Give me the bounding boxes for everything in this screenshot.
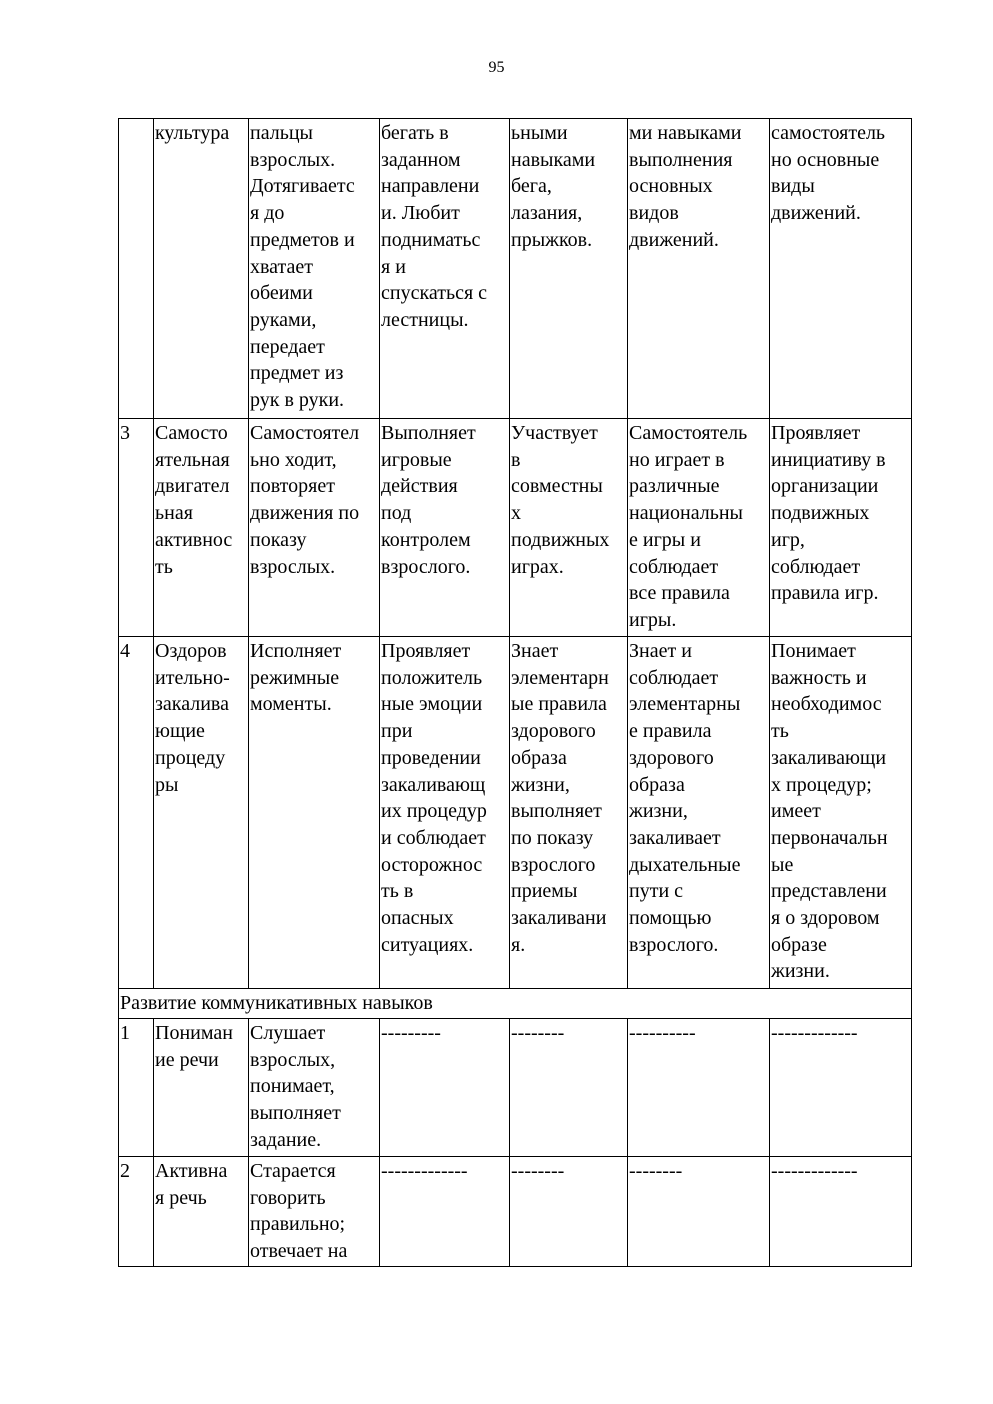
page-number: 95 [488, 59, 505, 76]
section-row [119, 989, 912, 1019]
section-title: Развитие коммуникативных навыков [119, 989, 912, 1019]
table-cell: пальцы взрослых. Дотягиваетс я до предметов и хватает обеими руками, передает предмет из рук в руки. [249, 119, 380, 419]
table-cell: Выполняет игровые действия под контролем взрослого. [380, 419, 510, 637]
table-cell: ьными навыками бега, лазания, прыжков. [510, 119, 628, 419]
table-cell: ------------- [380, 1157, 510, 1267]
table-cell: ------------- [770, 1019, 912, 1157]
table-cell: --------- [380, 1019, 510, 1157]
indicator-name: Самосто ятельная двигател ьная активнос ть [154, 419, 249, 637]
table-cell: Понимает важность и необходимос ть закаливающи х процедур; имеет первоначальн ые представлени я о здоровом образе жизни. [770, 637, 912, 989]
indicator-name: Пониман ие речи [154, 1019, 249, 1157]
table-cell: ------------- [770, 1157, 912, 1267]
table-cell: Участвует в совместны х подвижных играх. [510, 419, 628, 637]
table-cell: ми навыками выполнения основных видов движений. [628, 119, 770, 419]
table-cell: Самостоятел ьно ходит, повторяет движения по показу взрослых. [249, 419, 380, 637]
table-cell: -------- [510, 1157, 628, 1267]
table-cell: Старается говорить правильно; отвечает на [249, 1157, 380, 1267]
table-cell: Проявляет положитель ные эмоции при проведении закаливающ их процедур и соблюдает осторожнос ть в опасных ситуациях. [380, 637, 510, 989]
table-row [119, 419, 912, 637]
row-number: 1 [119, 1019, 154, 1157]
table-cell: Знает элементарн ые правила здорового образа жизни, выполняет по показу взрослого приемы закаливани я. [510, 637, 628, 989]
table-cell: самостоятель но основные виды движений. [770, 119, 912, 419]
row-number: 3 [119, 419, 154, 637]
table-row [119, 119, 912, 419]
table-cell: -------- [510, 1019, 628, 1157]
indicator-name: Оздоров ительно- закалива ющие процеду ры [154, 637, 249, 989]
table-cell: бегать в заданном направлени и. Любит подниматьс я и спускаться с лестницы. [380, 119, 510, 419]
table-cell: Проявляет инициативу в организации подвижных игр, соблюдает правила игр. [770, 419, 912, 637]
development-table [118, 118, 912, 1267]
table-cell: ---------- [628, 1019, 770, 1157]
table-cell: Знает и соблюдает элементарны е правила здорового образа жизни, закаливает дыхательные пути с помощью взрослого. [628, 637, 770, 989]
table-cell: Исполняет режимные моменты. [249, 637, 380, 989]
table-cell: Слушает взрослых, понимает, выполняет задание. [249, 1019, 380, 1157]
table-row [119, 1157, 912, 1267]
indicator-name: культура [154, 119, 249, 419]
row-number [119, 119, 154, 419]
indicator-name: Активна я речь [154, 1157, 249, 1267]
row-number: 4 [119, 637, 154, 989]
table-cell: Самостоятель но играет в различные национальны е игры и соблюдает все правила игры. [628, 419, 770, 637]
table-cell: -------- [628, 1157, 770, 1267]
table-row [119, 637, 912, 989]
table-row [119, 1019, 912, 1157]
row-number: 2 [119, 1157, 154, 1267]
